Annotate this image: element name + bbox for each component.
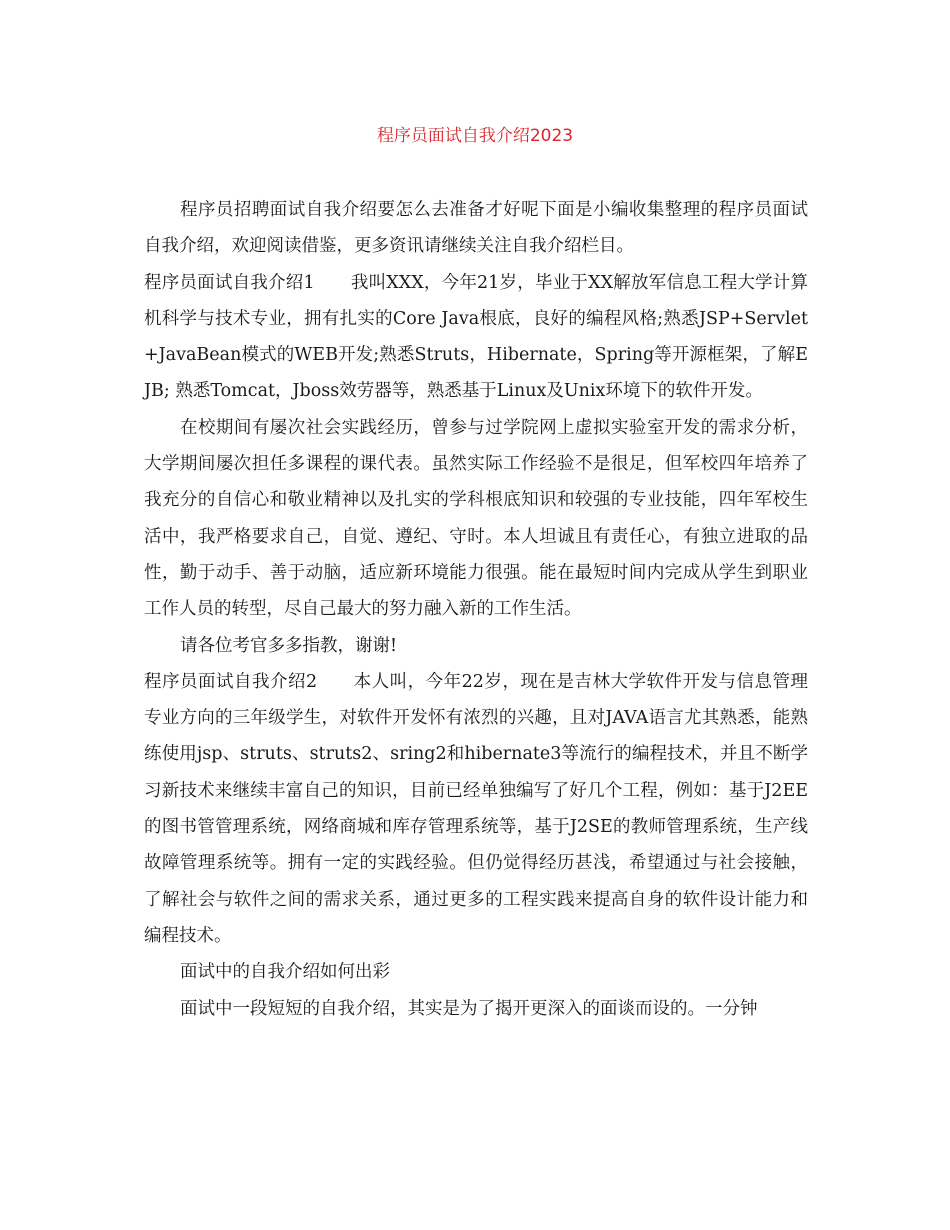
sample1-experience-paragraph: 在校期间有屡次社会实践经历，曾参与过学院网上虚拟实验室开发的需求分析，大学期间屡次担任多课程的课代表。虽然实际工作经验不是很足，但军校四年培养了我充分的自信心和敬业精神以及扎实的学科根底知识和较强的专业技能，四年军校生活中，我严格要求自己，自觉、遵纪、守时。本人坦诚且有责任心，有独立进取的品性，勤于动手、善于动脑，适应新环境能力很强。能在最短时间内完成从学生到职业工作人员的转型，尽自己最大的努力融入新的工作生活。 — [144, 417, 808, 620]
sample2-body: 本人叫，今年22岁，现在是吉林大学软件开发与信息管理专业方向的三年级学生，对软件开发怀有浓烈的兴趣，且对JAVA语言尤其熟悉，能熟练使用jsp、struts、struts2、sring2和hibernate3等流行的编程技术，并且不断学习新技术来继续丰富自己的知识，目前已经单独编写了好几个工程，例如：基于J2EE的图书管管理系统，网络商城和库存管理系统等，基于J2SE的教师管理系统，生产线故障管理系统等。拥有一定的实践经验。但仍觉得经历甚浅，希望通过与社会接触，了解社会与软件之间的需求关系，通过更多的工程实践来提高自身的软件设计能力和编程技术。 — [144, 671, 808, 946]
section-heading: 面试中的自我介绍如何出彩 — [180, 962, 390, 983]
sample2-paragraph — [144, 664, 808, 954]
sample1-closing: 请各位考官多多指教，谢谢! — [180, 635, 398, 656]
intro-paragraph: 程序员招聘面试自我介绍要怎么去准备才好呢下面是小编收集整理的程序员面试自我介绍，欢迎阅读借鉴，更多资讯请继续关注自我介绍栏目。 — [144, 200, 808, 257]
sample1-body: 我叫XXX，今年21岁，毕业于XX解放军信息工程大学计算机科学与技术专业，拥有扎实的Core Java根底，良好的编程风格;熟悉JSP+Servlet+JavaBean模式的WEB开发;熟悉Struts，Hibernate，Spring等开源框架，了解EJB; 熟悉Tomcat，Jboss效劳器等，熟悉基于Linux及Unix环境下的软件开发。 — [144, 272, 808, 402]
section-paragraph: 面试中一段短短的自我介绍，其实是为了揭开更深入的面谈而设的。一分钟 — [180, 998, 758, 1019]
sample1-heading: 程序员面试自我介绍1 — [144, 272, 315, 293]
sample2-heading: 程序员面试自我介绍2 — [144, 671, 318, 692]
document-body — [144, 192, 808, 1027]
document-title: 程序员面试自我介绍2023 — [376, 126, 574, 146]
sample1-paragraph — [144, 265, 808, 410]
